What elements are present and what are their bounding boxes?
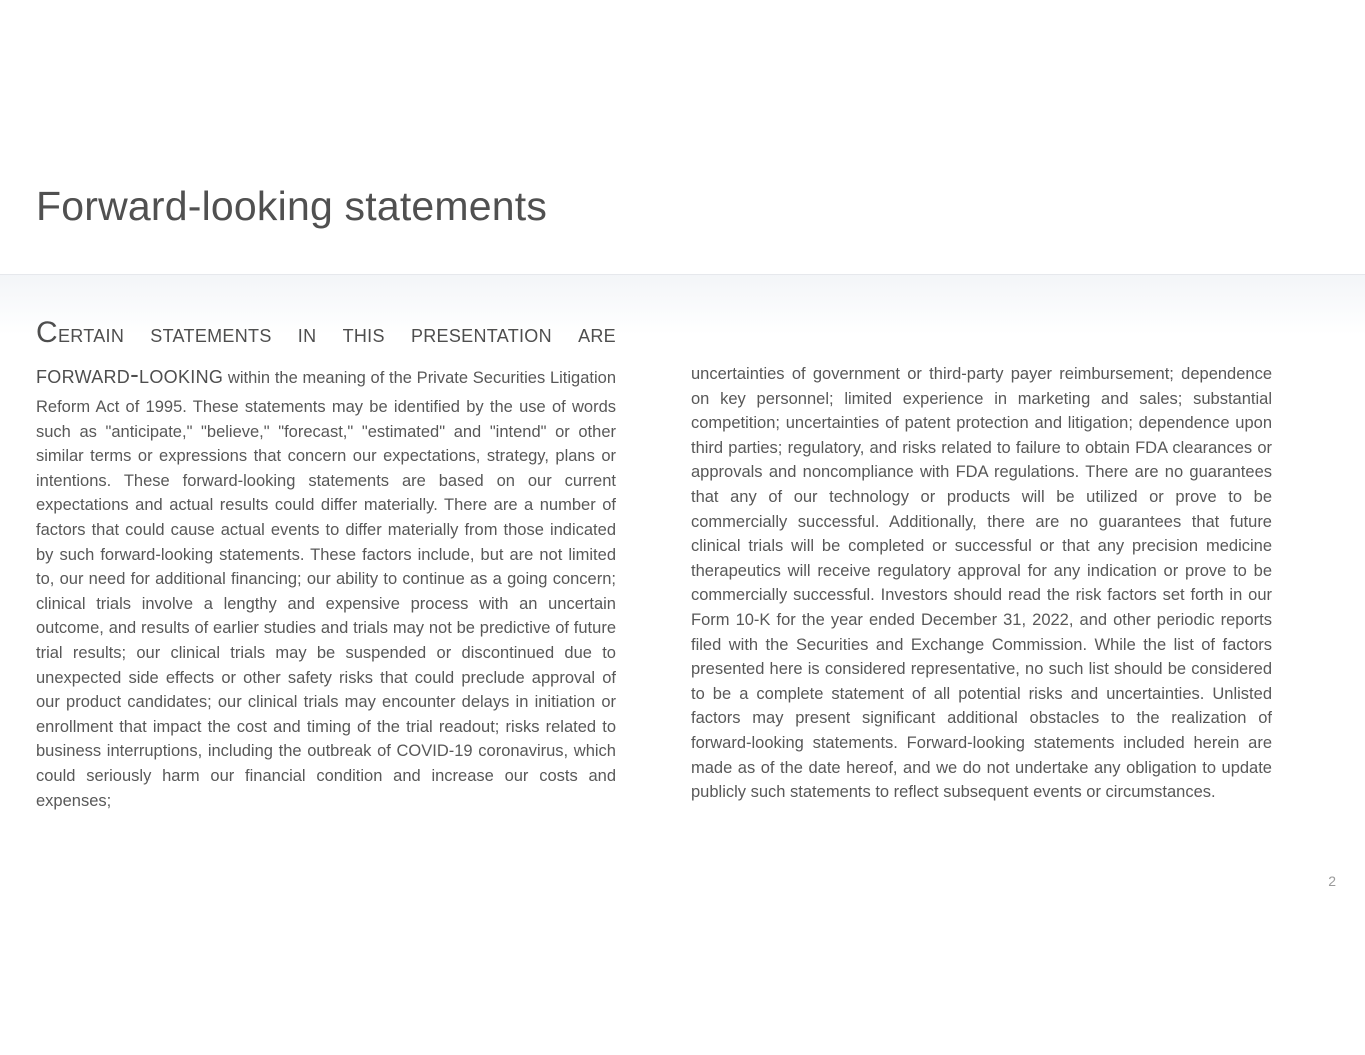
lead-in-rest: ertain statements in this presentation are forward-looking (36, 318, 616, 389)
slide-header (0, 0, 1365, 275)
right-text-column (691, 362, 1272, 805)
page-number: 2 (1328, 873, 1336, 889)
left-paragraph: within the meaning of the Private Securities Litigation Reform Act of 1995. These statements may be identified by the use of words such as "anticipate," "believe," "forecast," "estimated" and "intend" or other similar terms or expressions that concern our expectations, strategy, plans or intentions. These forward-looking statements are based on our current expectations and actual results could differ materially. There are a number of factors that could cause actual events to differ materially from those indicated by such forward-looking statements. These factors include, but are not limited to, our need for additional financing; our ability to continue as a going concern; clinical trials involve a lengthy and expensive process with an uncertain outcome, and results of earlier studies and trials may not be predictive of future trial results; our clinical trials may be suspended or discontinued due to unexpected side effects or other safety risks that could preclude approval of our product candidates; our clinical trials may encounter delays in initiation or enrollment that impact the cost and timing of the trial readout; risks related to business interruptions, including the outbreak of COVID-19 coronavirus, which could seriously harm our financial condition and increase our costs and expenses; (36, 369, 616, 810)
left-text-column (36, 312, 616, 813)
right-paragraph: uncertainties of government or third-party payer reimbursement; dependence on key personnel; limited experience in marketing and sales; substantial competition; uncertainties of patent protection and litigation; dependence upon third parties; regulatory, and risks related to failure to obtain FDA clearances or approvals and noncompliance with FDA regulations. There are no guarantees that any of our technology or products will be utilized or prove to be commercially successful. Additionally, there are no guarantees that future clinical trials will be completed or successful or that any precision medicine therapeutics will receive regulatory approval for any indication or prove to be commercially successful. Investors should read the risk factors set forth in our Form 10-K for the year ended December 31, 2022, and other periodic reports filed with the Securities and Exchange Commission. While the list of factors presented here is considered representative, no such list should be considered to be a complete statement of all potential risks and uncertainties. Unlisted factors may present significant additional obstacles to the realization of forward-looking statements. Forward-looking statements included herein are made as of the date hereof, and we do not undertake any obligation to update publicly such statements to reflect subsequent events or circumstances. (691, 365, 1272, 802)
lead-in-capital: C (36, 316, 58, 349)
slide-title: Forward-looking statements (36, 183, 548, 229)
